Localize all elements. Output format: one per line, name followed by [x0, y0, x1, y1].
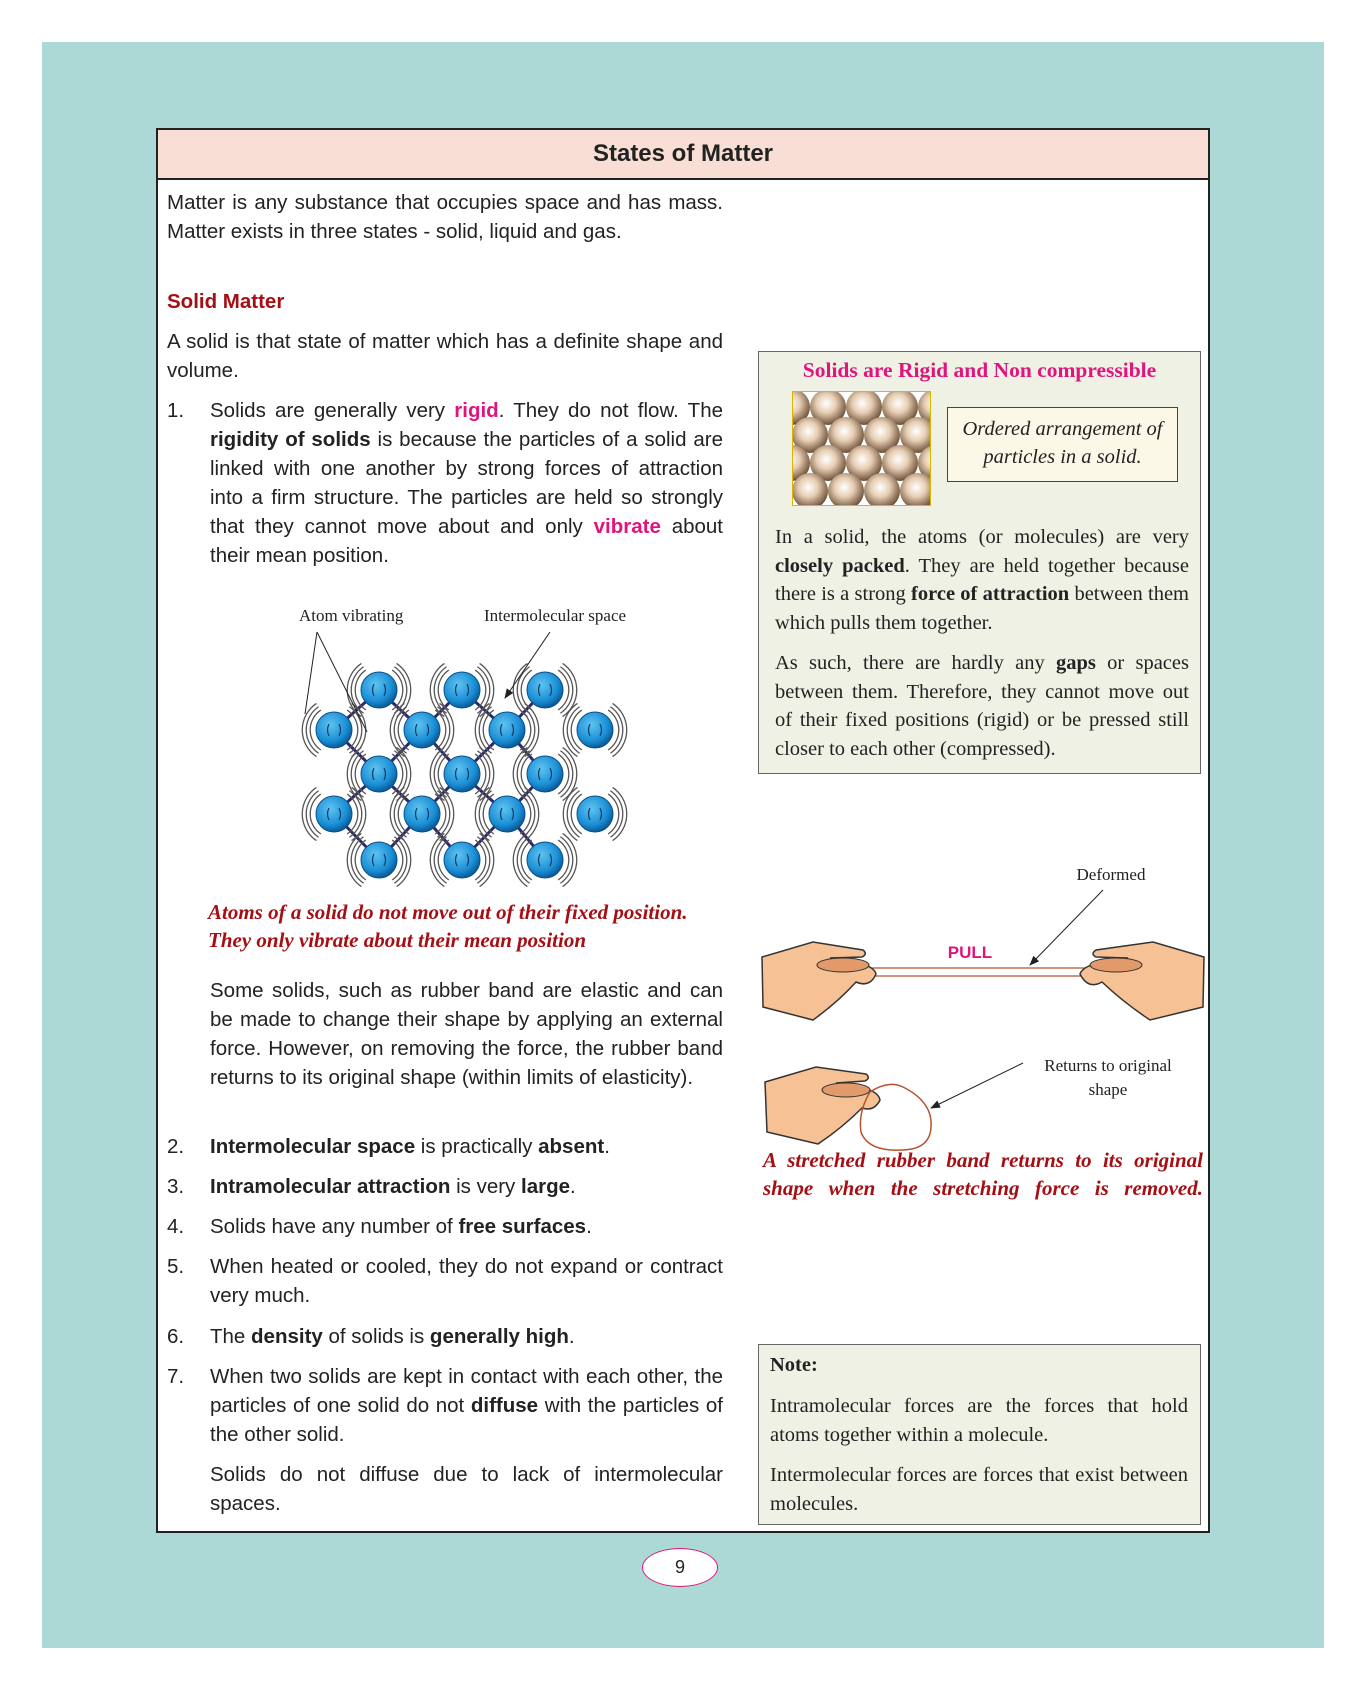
atom — [527, 842, 563, 878]
note-paragraph-2: Intermolecular forces are forces that exist between molecules. — [770, 1464, 1188, 1515]
text-segment: of solids is — [322, 1325, 430, 1348]
item-number: 2. — [167, 1135, 185, 1158]
note-title: Note: — [770, 1354, 818, 1376]
atom — [444, 756, 480, 792]
text-segment: is because the particles of a solid are linked with one another by strong forces of attraction into a firm structure. The particles are held so strongly that they cannot move about and only — [210, 428, 723, 538]
deformed-label: Deformed — [1076, 865, 1146, 884]
text-segment: Solids have any number of — [210, 1215, 459, 1238]
atom — [527, 672, 563, 708]
text-segment: . — [586, 1215, 592, 1238]
text-segment: . They are held together because there is a strong — [775, 554, 1190, 605]
pull-label: PULL — [947, 943, 993, 962]
atom — [404, 712, 440, 748]
item-number: 4. — [167, 1215, 185, 1238]
emphasis-text: diffuse — [470, 1394, 539, 1417]
text-segment: As such, there are hardly any — [775, 652, 1056, 674]
atom — [577, 796, 613, 832]
deformed-arrow — [1030, 890, 1103, 965]
particle-arrangement-image — [792, 391, 931, 506]
rigid-box-title: Solids are Rigid and Non compressible — [802, 358, 1157, 382]
text-segment: . — [570, 1175, 576, 1198]
emphasis-text: gaps — [1056, 652, 1096, 674]
list-item-5 — [210, 1252, 723, 1310]
elastic-paragraph: Some solids, such as rubber band are elastic and can be made to change their shape by applying an external force. However, on removing the force, the rubber band returns to its original shape (within limits of elasticity). — [210, 979, 723, 1089]
item-number: 3. — [167, 1175, 185, 1198]
rubber-band-diagram — [758, 862, 1208, 1152]
particle-caption: Ordered arrangement of particles in a solid. — [947, 407, 1178, 482]
emphasis-text: Intermolecular space — [210, 1135, 416, 1158]
atom — [361, 672, 397, 708]
emphasis-text: density — [251, 1325, 323, 1348]
intro-paragraph: Matter is any substance that occupies space and has mass. Matter exists in three states - solid, liquid and gas. — [167, 191, 723, 243]
item-number: 5. — [167, 1255, 185, 1278]
emphasis-text: force of attraction — [911, 583, 1070, 605]
text-segment: . They do not flow. The — [498, 399, 723, 422]
leader-line — [305, 632, 317, 714]
text-segment: The — [210, 1325, 252, 1348]
relaxed-hand-icon — [765, 1067, 880, 1144]
left-hand-icon — [762, 942, 876, 1020]
solid-matter-heading: Solid Matter — [167, 290, 285, 313]
atom — [361, 842, 397, 878]
diffuse-note: Solids do not diffuse due to lack of intermolecular spaces. — [210, 1463, 723, 1515]
emphasis-text: closely packed — [775, 554, 905, 577]
atom — [444, 672, 480, 708]
text-segment: is very — [450, 1175, 521, 1198]
page-title: States of Matter — [158, 130, 1208, 180]
intermolecular-space-label: Intermolecular space — [484, 606, 627, 625]
emphasis-text: free surfaces — [458, 1215, 587, 1238]
list-item-4 — [210, 1212, 723, 1241]
text-segment: is practically — [415, 1135, 539, 1158]
lattice-caption: Atoms of a solid do not move out of their fixed position. They only vibrate about their mean position — [208, 900, 688, 952]
emphasis-text: generally high — [429, 1325, 569, 1348]
atom — [577, 712, 613, 748]
atom — [444, 842, 480, 878]
item-number: 7. — [167, 1365, 185, 1388]
list-item-1 — [210, 396, 723, 570]
solid-lattice-diagram — [248, 600, 648, 900]
atom — [316, 796, 352, 832]
text-segment: Solids are generally very — [210, 399, 455, 422]
rigid-paragraph-1 — [775, 523, 1189, 637]
emphasis-text: rigid — [454, 399, 499, 422]
emphasis-text: Intramolecular attraction — [210, 1175, 451, 1198]
emphasis-text: large — [521, 1175, 570, 1198]
rigid-solids-box — [758, 351, 1201, 774]
text-segment: When two solids are kept in contact with each other, the particles of one solid do not — [210, 1365, 723, 1417]
emphasis-text: absent — [538, 1135, 605, 1158]
item-number: 6. — [167, 1325, 185, 1348]
solid-definition: A solid is that state of matter which has a definite shape and volume. — [167, 330, 723, 382]
content-frame — [156, 128, 1210, 1533]
text-segment: . — [604, 1135, 610, 1158]
atom — [404, 796, 440, 832]
list-item-2 — [210, 1132, 723, 1161]
text-segment: with the particles of the other solid. — [210, 1394, 723, 1446]
atom — [527, 756, 563, 792]
atom — [361, 756, 397, 792]
list-item-3 — [210, 1172, 723, 1201]
atom — [489, 712, 525, 748]
emphasis-text: vibrate — [593, 515, 661, 538]
atom — [489, 796, 525, 832]
text-segment: . — [568, 1325, 575, 1348]
item-number: 1. — [167, 399, 185, 422]
note-paragraph-1: Intramolecular forces are the forces that hold atoms together within a molecule. — [770, 1395, 1188, 1446]
rigid-paragraph-2 — [775, 649, 1189, 763]
text-segment: between them which pulls them together. — [775, 583, 1189, 634]
returns-label-2: shape — [1088, 1080, 1128, 1099]
atom-vibrating-label: Atom vibrating — [299, 606, 404, 625]
text-segment: or spaces between them. Therefore, they cannot move out of their fixed positions (rigid) or be pressed still closer to each other (compressed). — [775, 652, 1189, 760]
rubber-band-caption: A stretched rubber band returns to its original shape when the stretching force is removed. — [763, 1148, 1203, 1200]
text-segment: In a solid, the atoms (or molecules) are very — [775, 526, 1189, 548]
text-segment: about their mean position. — [210, 515, 723, 567]
text-segment: When heated or cooled, they do not expand or contract very much. — [210, 1255, 723, 1307]
list-item-6 — [210, 1322, 723, 1351]
list-item-7 — [210, 1362, 723, 1449]
page-number: 9 — [642, 1548, 718, 1587]
atom — [316, 712, 352, 748]
right-hand-icon — [1080, 942, 1204, 1020]
emphasis-text: rigidity of solids — [210, 428, 371, 451]
note-box — [758, 1344, 1201, 1525]
returns-label: Returns to original — [1044, 1056, 1172, 1075]
